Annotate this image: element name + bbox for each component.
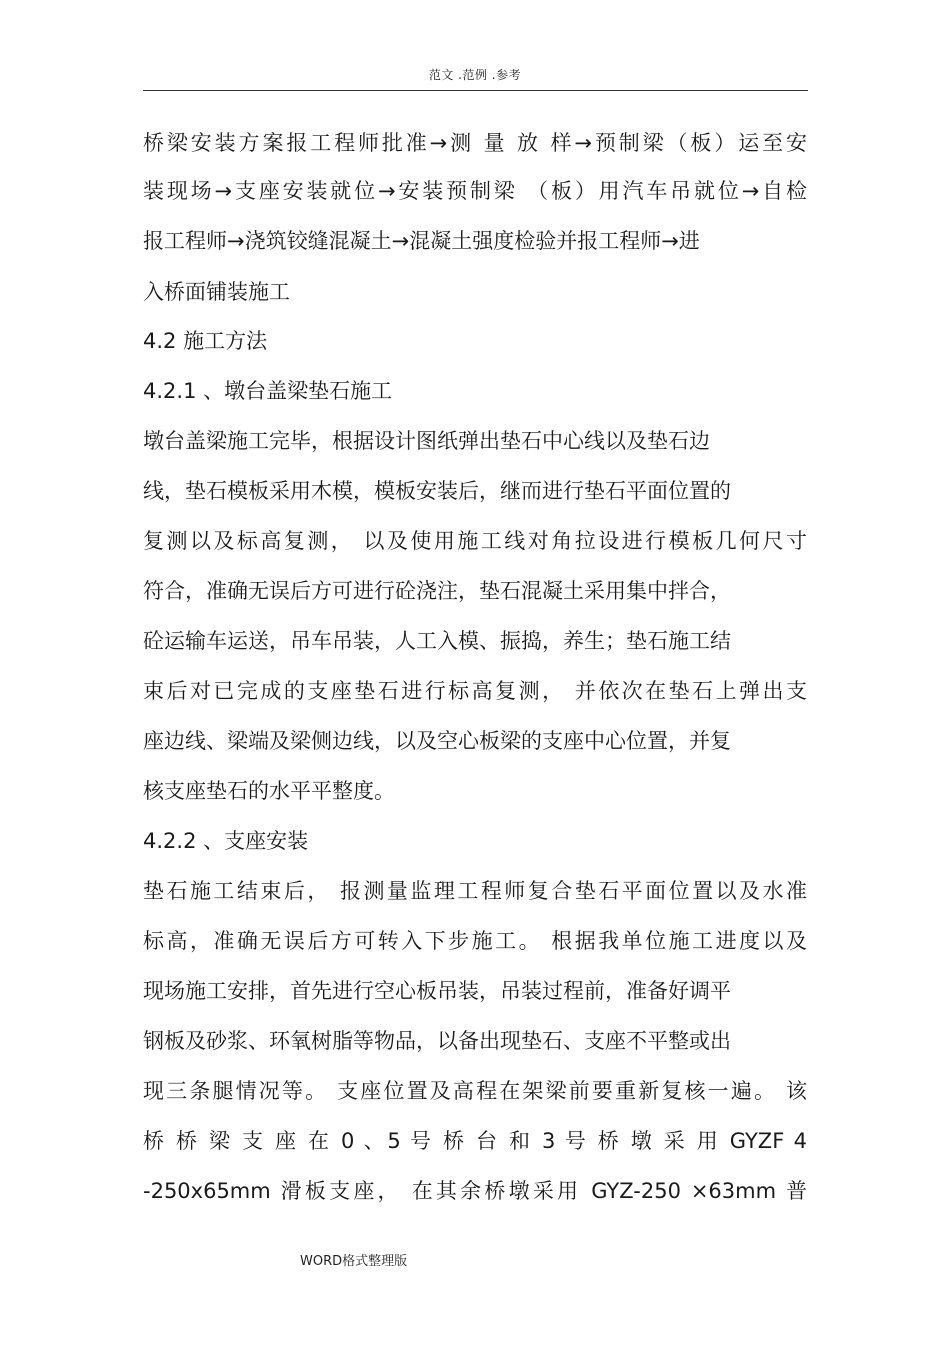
text-segment: 报测量监理工程师复合垫石平面位置以及水准 (339, 879, 808, 903)
text-segment: 量 放 样→预制梁（板）运至安 (483, 131, 807, 155)
text-segment: 4.2.2 、支座安装 (143, 829, 309, 853)
text-segment: 标高，准确无误后方可转入下步施工。 (143, 929, 543, 953)
text-line (143, 226, 700, 256)
text-segment: 入桥面铺装施工 (143, 280, 290, 304)
text-line (143, 128, 807, 158)
text-segment: 线，垫石模板采用木模，模板安装后，继而进行垫石平面位置的 (143, 479, 731, 503)
text-line (143, 876, 807, 906)
text-segment: 束后对已完成的支座垫石进行标高复测， (143, 679, 566, 703)
text-line (143, 176, 807, 206)
text-segment: 并依次在垫石上弹出支 (574, 679, 807, 703)
text-segment: 复测以及标高复测， (143, 529, 355, 553)
text-segment: 核支座垫石的水平平整度。 (143, 779, 395, 803)
text-segment: 报工程师→浇筑铰缝混凝土→混凝土强度检验并报工程师→进 (143, 229, 700, 253)
text-segment: 装现场→支座安装就位→安装预制梁 (143, 179, 518, 203)
text-segment: 现三条腿情况等。 (143, 1079, 329, 1103)
page-footer: WORD格式整理版 (300, 1254, 408, 1269)
text-line (143, 826, 308, 856)
text-segment: 3 (542, 1129, 556, 1153)
text-line (143, 576, 731, 606)
text-segment: 以及使用施工线对角拉设进行模板几何尺寸 (363, 529, 807, 553)
text-segment: 0 、5 (340, 1129, 401, 1153)
text-segment: （板）用汽车吊就位→自检 (527, 179, 807, 203)
text-segment: 根据我单位施工进度以及 (551, 929, 808, 953)
text-line (143, 1176, 807, 1206)
text-line (143, 676, 807, 706)
text-line (143, 726, 731, 756)
text-segment: 现场施工安排，首先进行空心板吊装，吊装过程前，准备好调平 (143, 979, 731, 1003)
text-segment: 号 桥 台 和 (410, 1129, 533, 1153)
text-segment: 4.2.1 、墩台盖梁垫石施工 (143, 379, 393, 403)
text-line (143, 1026, 731, 1056)
text-segment: 墩台盖梁施工完毕，根据设计图纸弹出垫石中心线以及垫石边 (143, 429, 710, 453)
text-line (143, 476, 731, 506)
text-line (143, 1076, 807, 1106)
text-segment: 桥 桥 梁 支 座 在 (143, 1129, 332, 1153)
text-line (143, 776, 395, 806)
text-segment: 钢板及砂浆、环氧树脂等物品，以备出现垫石、支座不平整或出 (143, 1029, 731, 1053)
text-segment: GYZ-250 ×63mm (591, 1179, 777, 1203)
text-line (143, 1126, 807, 1156)
text-line (143, 976, 731, 1006)
text-line (143, 277, 290, 307)
header-divider (143, 90, 808, 91)
text-segment: 砼运输车运送，吊车吊装，人工入模、振捣，养生；垫石施工结 (143, 629, 731, 653)
text-line (143, 376, 392, 406)
text-line (143, 926, 807, 956)
text-segment: 垫石施工结束后， (143, 879, 331, 903)
page-header: 范文 .范例 .参考 (428, 68, 522, 82)
text-segment: 桥梁安装方案报工程师批准→测 (143, 131, 475, 155)
text-segment: 号 桥 墩 采 用 (564, 1129, 721, 1153)
text-line (143, 426, 710, 456)
text-segment: 滑板支座， (280, 1179, 402, 1203)
text-segment: -250x65mm (143, 1179, 271, 1203)
text-segment: 支座位置及高程在架梁前要重新复核一遍。 (337, 1079, 778, 1103)
text-line (143, 526, 807, 556)
text-line (143, 326, 267, 356)
text-segment: 普 (785, 1179, 807, 1203)
text-segment: GYZF 4 (729, 1129, 807, 1153)
text-segment: 符合，准确无误后方可进行砼浇注，垫石混凝土采用集中拌合， (143, 579, 731, 603)
text-segment: 座边线、梁端及梁侧边线，以及空心板梁的支座中心位置，并复 (143, 729, 731, 753)
text-segment: 该 (786, 1079, 807, 1103)
text-segment: 在其余桥墩采用 (411, 1179, 582, 1203)
text-line (143, 626, 731, 656)
text-segment: 4.2 施工方法 (143, 329, 268, 353)
